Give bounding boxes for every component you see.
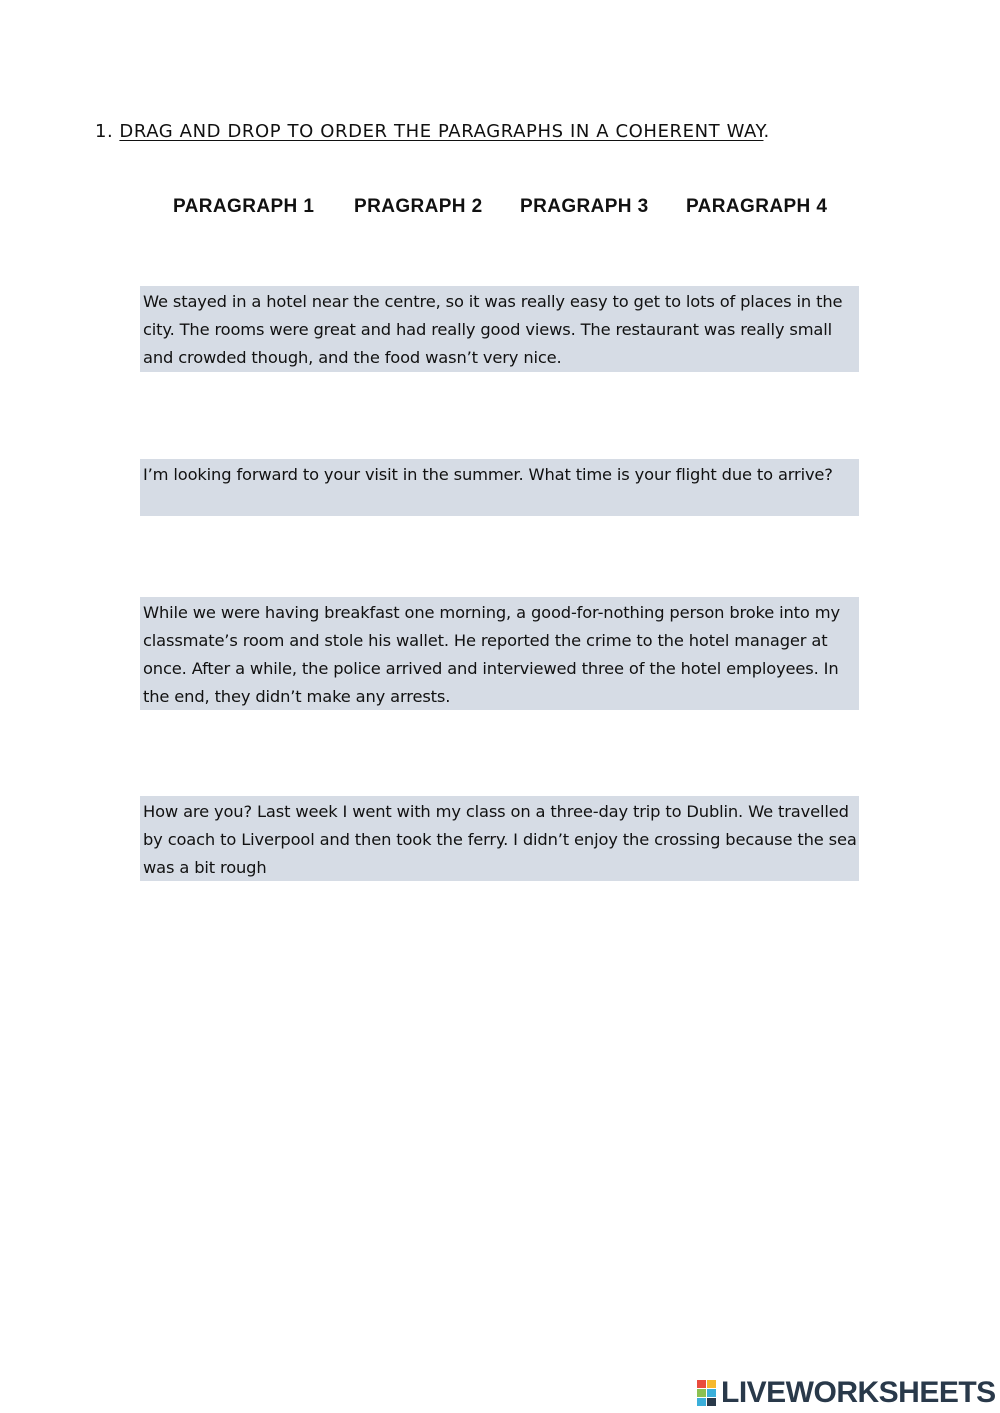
instruction-period: . bbox=[763, 121, 770, 142]
drop-target-paragraph-4[interactable]: PARAGRAPH 4 bbox=[686, 196, 828, 217]
draggable-paragraph-trip[interactable]: How are you? Last week I went with my class on a three-day trip to Dublin. We travelled by coach to Liverpool and then took the ferry. I didn’t enjoy the crossing because the sea was a bit rough bbox=[140, 796, 859, 881]
drop-target-paragraph-2[interactable]: PRAGRAPH 2 bbox=[354, 196, 483, 217]
paragraph-labels bbox=[0, 196, 1000, 222]
liveworksheets-logo bbox=[697, 1376, 996, 1410]
instruction-text: DRAG AND DROP TO ORDER THE PARAGRAPHS IN A COHERENT WAY bbox=[119, 121, 764, 142]
instruction-number: 1. bbox=[95, 121, 114, 142]
instruction bbox=[95, 121, 770, 142]
drop-target-paragraph-3[interactable]: PRAGRAPH 3 bbox=[520, 196, 649, 217]
logo-blocks-icon bbox=[697, 1380, 719, 1406]
draggable-paragraph-crime[interactable]: While we were having breakfast one morning, a good-for-nothing person broke into my classmate’s room and stole his wallet. He reported the crime to the hotel manager at once. After a while, the police arrived and interviewed three of the hotel employees. In the end, they didn’t make any arrests. bbox=[140, 597, 859, 710]
drop-target-paragraph-1[interactable]: PARAGRAPH 1 bbox=[173, 196, 315, 217]
logo-text: LIVEWORKSHEETS bbox=[721, 1376, 996, 1409]
draggable-paragraph-hotel[interactable]: We stayed in a hotel near the centre, so it was really easy to get to lots of places in the city. The rooms were great and had really good views. The restaurant was really small and crowded though, and the food wasn’t very nice. bbox=[140, 286, 859, 372]
draggable-paragraph-visit[interactable]: I’m looking forward to your visit in the summer. What time is your flight due to arrive? bbox=[140, 459, 859, 516]
